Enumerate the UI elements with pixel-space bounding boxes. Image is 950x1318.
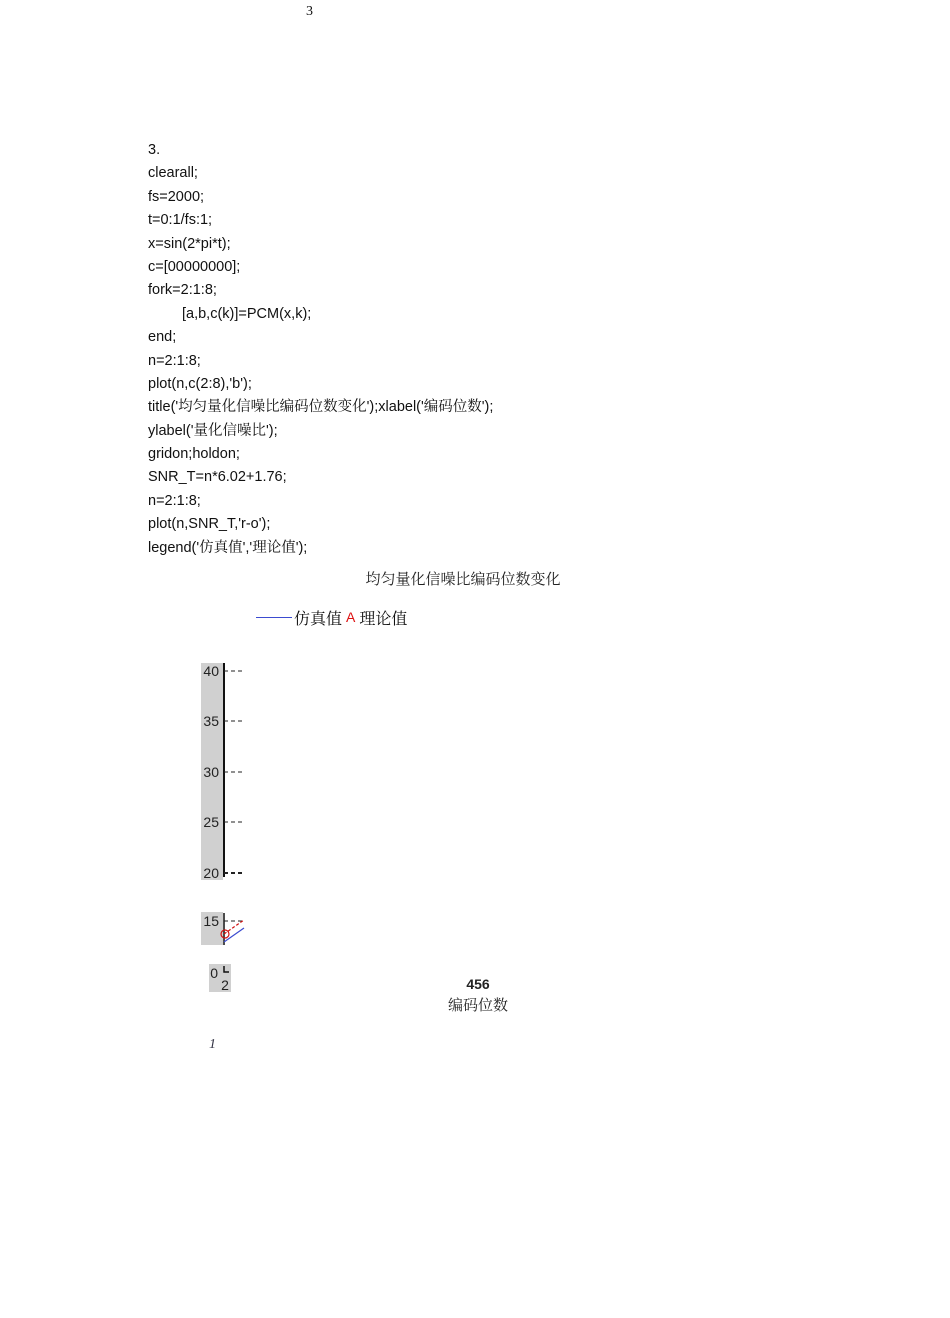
y-tick-label: 0 [210,965,218,981]
x-axis-label: 编码位数 [447,996,508,1014]
code-line: 3. [148,142,161,158]
code-line: c=[00000000]; [148,258,241,275]
y-tick-label: 30 [203,764,219,780]
y-tick-label: 15 [203,913,219,929]
code-line: [a,b,c(k)]=PCM(x,k); [182,305,312,322]
code-line: title('均匀量化信噪比编码位数变化');xlabel('编码位数'); [148,399,494,416]
code-line: n=2:1:8; [148,352,201,369]
stray-mark: 1 [209,1037,216,1052]
chart-title: 均匀量化信噪比编码位数变化 [365,570,561,588]
y-tick-label: 20 [203,865,219,881]
y-tick-label: 35 [203,713,219,729]
series-theory-line [224,920,244,934]
code-line: fs=2000; [148,188,205,205]
code-line: legend('仿真值','理论值'); [148,539,308,556]
legend-theory-marker-icon: A [346,609,356,625]
y-tick-label: 40 [203,663,219,679]
x-tick-label: 2 [221,977,229,993]
code-line: SNR_T=n*6.02+1.76; [148,469,287,486]
code-line: t=0:1/fs:1; [148,212,213,229]
code-line: end; [148,329,177,346]
code-line: ylabel('量化信噪比'); [148,422,278,439]
code-line: n=2:1:8; [148,492,201,509]
code-line: plot(n,c(2:8),'b'); [148,375,252,392]
code-line: fork=2:1:8; [148,282,217,299]
y-tick-label: 25 [203,814,219,830]
code-line: plot(n,SNR_T,'r-o'); [148,516,271,533]
code-line: x=sin(2*pi*t); [148,235,231,252]
legend-simulated-label: 仿真值 [294,610,343,628]
page-number: 3 [306,4,313,19]
code-line: clearall; [148,165,198,182]
code-line: gridon;holdon; [148,446,240,463]
legend-theory-label: 理论值 [359,610,408,628]
x-tick-labels-run: 456 [466,976,490,992]
